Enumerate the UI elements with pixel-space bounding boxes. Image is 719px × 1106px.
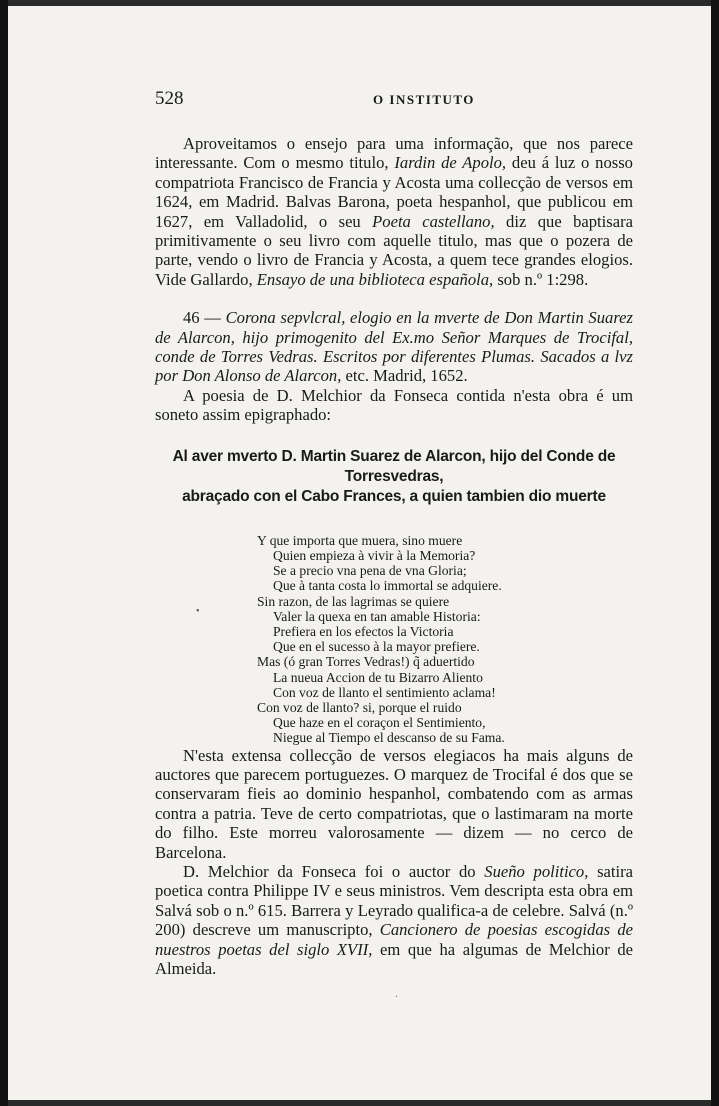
page-number: 528: [155, 88, 184, 109]
paragraph-collection: N'esta extensa collecção de versos elegiacos ha mais alguns de auctores que parecem portuguezes. O marquez de Trocifal é dos que se conservaram fieis ao dominio hespanhol, combatendo com as armas contra a patria. Teve de certo compatriotas, que o lastimaram na morte do filho. Este morreu valorosamente — dizem — no cerco de Barcelona.: [155, 745, 633, 862]
page-header: [155, 88, 633, 112]
sonnet-line: Quien empieza à vivir à la Memoria?: [273, 547, 476, 563]
sonnet-line: Que à tanta costa lo immortal se adquiere.: [273, 578, 502, 594]
sonnet-line: Valer la quexa en tan amable Historia:: [273, 608, 481, 624]
book-page: [8, 6, 711, 1100]
sonnet-line: Sin razon, de las lagrimas se quiere: [257, 593, 450, 609]
sonnet-line: Que en el sucesso à la mayor prefiere.: [273, 639, 480, 655]
sonnet-line: Prefiera en los efectos la Victoria: [273, 623, 454, 639]
title-poeta-castellano: Poeta castellano,: [372, 211, 495, 231]
paragraph-sonnet-intro: A poesia de D. Melchior da Fonseca contida n'esta obra é um soneto assim epigraphado:: [155, 385, 633, 425]
scan-border-right: [711, 0, 719, 1106]
sonnet-line: Con voz de llanto el sentimiento aclama!: [273, 684, 496, 700]
sonnet-line: La nueua Accion de tu Bizarro Aliento: [273, 669, 483, 685]
entry-number: 46 —: [183, 308, 226, 328]
scan-border-left: [0, 0, 8, 1106]
title-iardin-de-apolo: Iardin de Apolo,: [394, 153, 507, 173]
paragraph-intro: Aproveitamos o ensejo para uma informação, que nos parece interessante. Com o mesmo titulo, Iardin de Apolo, deu á luz o nosso compatriota Francisco de Francia y Acosta uma collecção de versos em 1624, em Madrid. Balvas Barona, poeta hespanhol, que publicou em 1627, em Valladolid, o seu Poeta castellano, diz que baptisara primitivamente o seu livro com aquelle titulo, mas que o pozera de parte, vendo o livro de Francia y Acosta, a quem tece grandes elogios. Vide Gallardo, Ensayo de una biblioteca española, sob n.º 1:298.: [155, 134, 633, 289]
entry-46: 46 — Corona sepvlcral, elogio en la mverte de Don Martin Suarez de Alarcon, hijo primogenito del Ex.mo Señor Marques de Trocifal, conde de Torres Vedras. Escritos por diferentes Plumas. Sacados a lvz por Don Alonso de Alarcon, etc. Madrid, 1652.: [155, 308, 633, 386]
sonnet-line: Mas (ó gran Torres Vedras!) q̃ aduertido: [257, 654, 475, 670]
sonnet-line: Se a precio vna pena de vna Gloria;: [273, 563, 467, 579]
running-title: O INSTITUTO: [373, 92, 475, 107]
title-sueno-politico: Sueño politico,: [484, 861, 589, 881]
scan-speck: •: [196, 606, 200, 617]
sonnet-heading: Al aver mverto D. Martin Suarez de Alarcon, hijo del Conde de Torresvedras, abraçado con el Cabo Frances, a quien tambien dio muerte: [172, 447, 616, 505]
sonnet-line: Con voz de llanto? si, porque el ruido: [257, 699, 462, 715]
sonnet-line: Que haze en el coraçon el Sentimiento,: [273, 715, 486, 731]
scan-speck: ·: [395, 992, 399, 1003]
title-cancionero: Cancionero de poesias escogidas de nuestros poetas del siglo XVII,: [155, 920, 633, 959]
sonnet: [257, 533, 633, 746]
page-body: [155, 134, 633, 978]
sonnet-line: Y que importa que muera, sino muere: [257, 532, 463, 548]
title-ensayo: Ensayo de una biblioteca española,: [256, 269, 494, 289]
sonnet-line: Niegue al Tiempo el descanso de su Fama.: [273, 730, 505, 746]
entry-title: Corona sepvlcral, elogio en la mverte de Don Martin Suarez de Alarcon, hijo primogenito del Ex.mo Señor Marques de Trocifal, conde de Torres Vedras. Escritos por diferentes Plumas. Sacados a lvz por Don Alonso de Alarcon,: [155, 308, 633, 386]
paragraph-fonseca: D. Melchior da Fonseca foi o auctor do Sueño politico, satira poetica contra Philippe IV e seus ministros. Vem descripta esta obra em Salvá sob o n.º 615. Barrera y Leyrado qualifica-a de celebre. Salvá (n.º 200) descreve um manuscripto, Cancionero de poesias escogidas de nuestros poetas del siglo XVII, em que ha algumas de Melchior de Almeida.: [155, 861, 633, 978]
